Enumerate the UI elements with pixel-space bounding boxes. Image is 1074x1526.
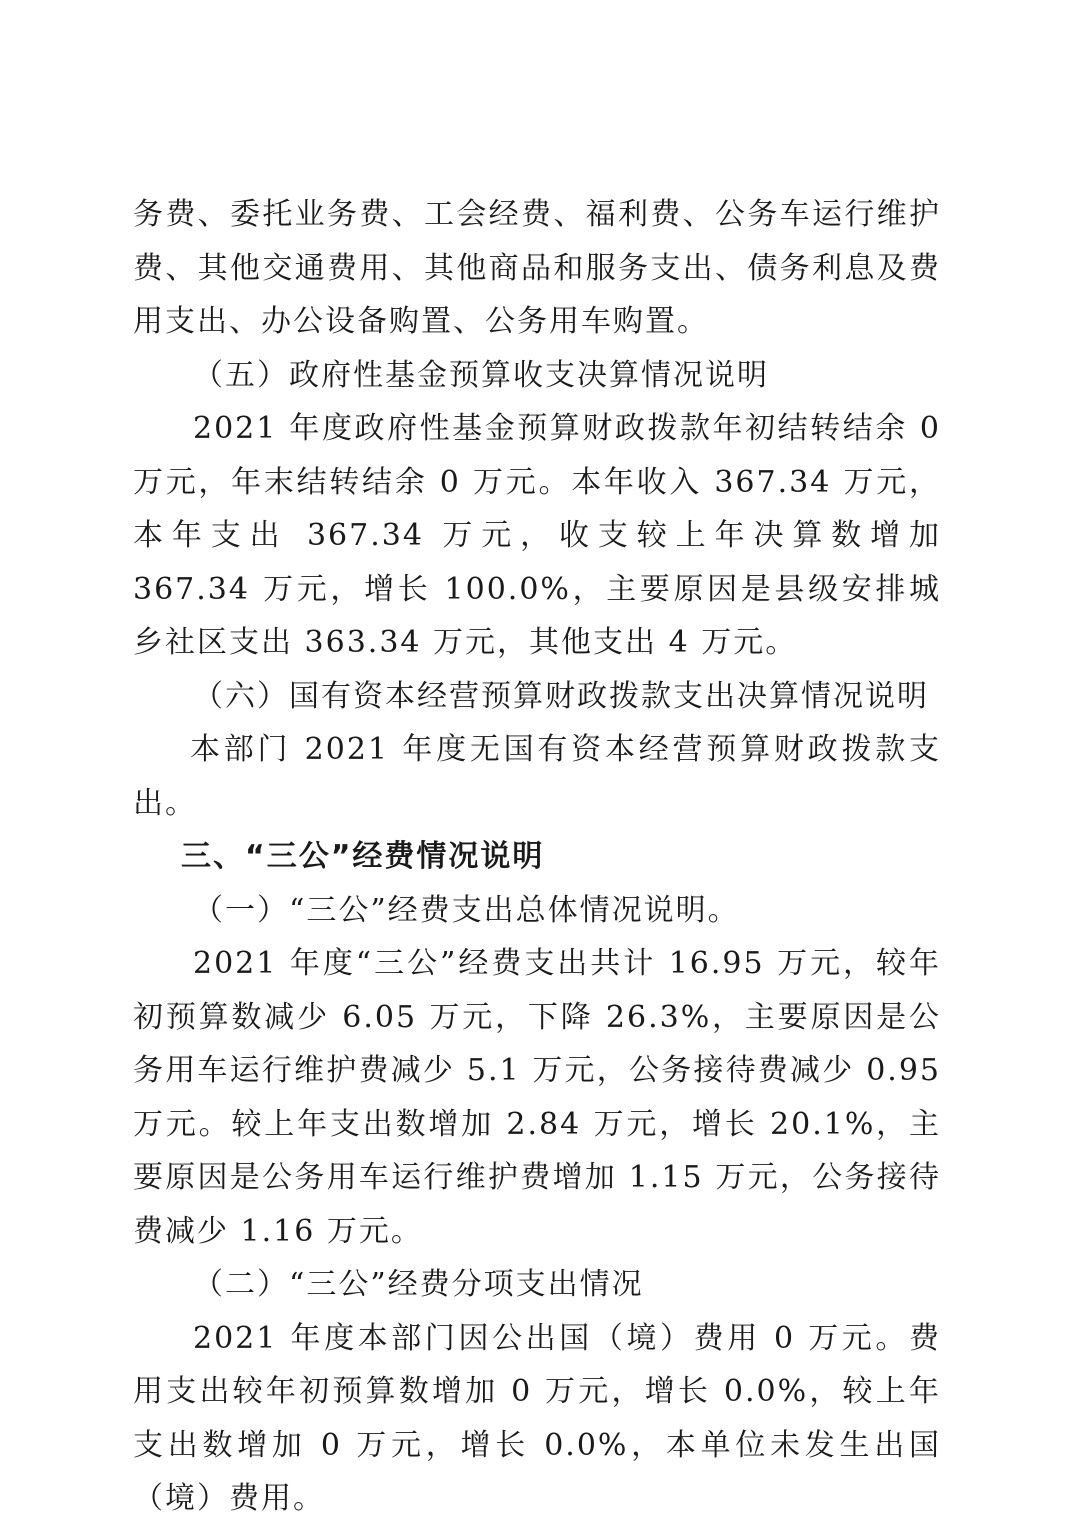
heading-three-public-expenses: 三、“三公”经费情况说明	[181, 839, 545, 874]
paragraph-expense-items: 务费、委托业务费、工会经费、福利费、公务车运行维护费、其他交通费用、其他商品和服务支出、债务利息及费用支出、办公设备购置、公务用车购置。	[133, 197, 941, 339]
heading-itemized-expenses: （二）“三公”经费分项支出情况	[193, 1267, 644, 1302]
heading-government-fund: （五）政府性基金预算收支决算情况说明	[193, 357, 769, 393]
heading-state-capital: （六）国有资本经营预算财政拨款支出决算情况说明	[193, 678, 929, 714]
paragraph-overseas-expenses: 2021 年度本部门因公出国（境）费用 0 万元。费用支出较年初预算数增加 0 万元，增长 0.0%，较上年支出数增加 0 万元，增长 0.0%，本单位未发生出国（境）费用。	[133, 1320, 941, 1516]
document-body	[133, 188, 941, 1526]
paragraph-overall-expenses: 2021 年度“三公”经费支出共计 16.95 万元，较年初预算数减少 6.05 万元，下降 26.3%，主要原因是公务用车运行维护费减少 5.1 万元，公务接待费减少 0.95 万元。较上年支出数增加 2.84 万元，增长 20.1%，主要原因是公务用车运行维护费增加 1.15 万元，公务接待费减少 1.16 万元。	[133, 946, 941, 1249]
heading-overall-expenses: （一）“三公”经费支出总体情况说明。	[193, 892, 740, 928]
paragraph-state-capital: 本部门 2021 年度无国有资本经营预算财政拨款支出。	[133, 732, 941, 821]
paragraph-government-fund: 2021 年度政府性基金预算财政拨款年初结转结余 0 万元，年末结转结余 0 万元。本年收入 367.34 万元，本年支出 367.34 万元，收支较上年决算数增加 367.34 万元，增长 100.0%，主要原因是县级安排城乡社区支出 363.34 万元，其他支出 4 万元。	[133, 411, 941, 660]
